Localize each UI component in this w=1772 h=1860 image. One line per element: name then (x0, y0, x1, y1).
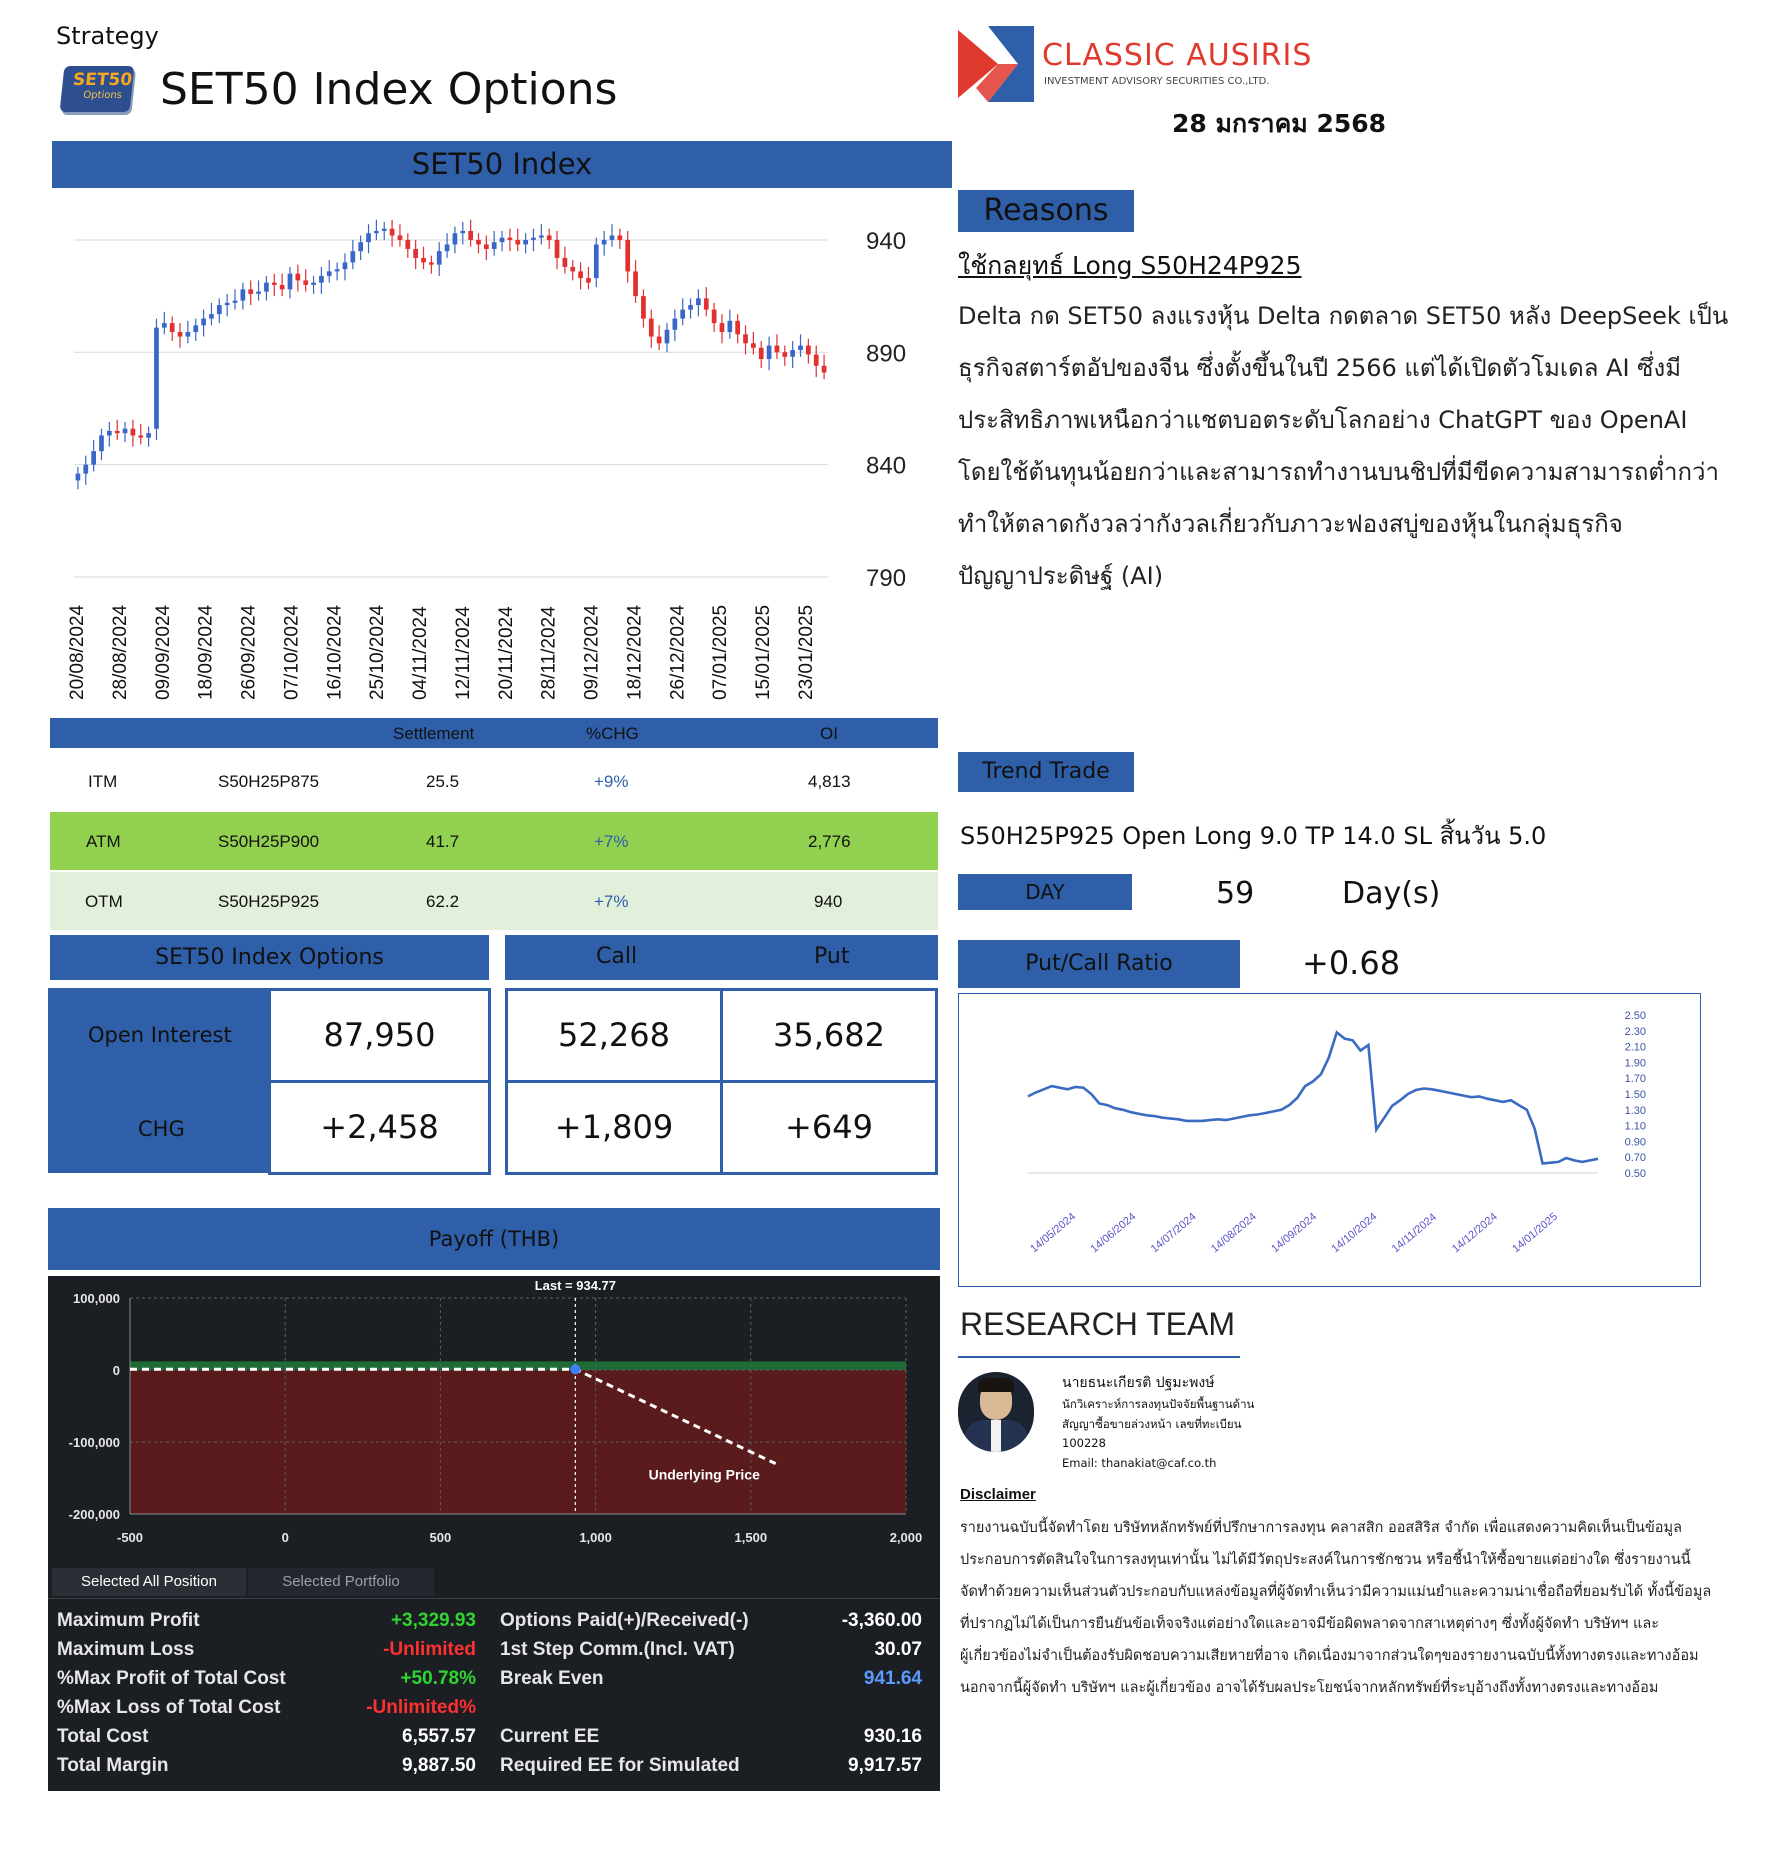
x-tick-label: 26/09/2024 (238, 604, 260, 700)
candle-body (641, 296, 646, 318)
candle-body (256, 292, 261, 294)
pcr-x-tick: 14/10/2024 (1329, 1210, 1380, 1256)
disclaimer-line: รายงานฉบับนี้จัดทำโดย บริษัทหลักทรัพย์ที่ปรึกษาการลงทุน คลาสสิก ออสสิริส จำกัด เพื่อแสดงความคิดเห็นเป็นข้อมูล (960, 1520, 1682, 1536)
candle-body (225, 303, 230, 305)
x-tick-label: 07/10/2024 (281, 604, 303, 700)
candle-body (688, 305, 693, 309)
stat-value: 30.07 (874, 1639, 922, 1660)
candle-body (327, 271, 332, 275)
candle-body (248, 289, 253, 293)
days-unit: Day(s) (1342, 876, 1441, 911)
trend-trade-header: Trend Trade (958, 752, 1134, 792)
x-tick-label: 04/11/2024 (410, 606, 432, 700)
oi-total-value: 87,950 (268, 988, 491, 1083)
x-tick-label: 09/09/2024 (152, 604, 174, 700)
oi-row-labels (48, 988, 270, 1173)
payoff-x-tick: 500 (429, 1530, 452, 1545)
candle-body (586, 278, 591, 282)
candle-body (720, 323, 725, 332)
stat-label: 1st Step Comm.(Incl. VAT) (500, 1639, 735, 1660)
payoff-x-tick: -500 (116, 1530, 144, 1545)
x-tick-label: 18/09/2024 (195, 604, 217, 700)
candle-body (751, 343, 756, 347)
open-interest-label: Open Interest (88, 1023, 232, 1047)
call-label: Call (596, 944, 638, 969)
candle-body (814, 355, 819, 366)
tab-selected-all-position[interactable]: Selected All Position (52, 1568, 246, 1596)
candle-body (610, 235, 615, 239)
candle-body (570, 267, 575, 271)
pcr-x-tick: 14/12/2024 (1449, 1210, 1500, 1256)
chg-label: CHG (138, 1117, 185, 1141)
row-chg: +7% (594, 892, 629, 911)
pcr-y-tick: 1.50 (1624, 1089, 1646, 1101)
research-title: RESEARCH TEAM (960, 1306, 1236, 1342)
pcr-x-tick: 14/01/2025 (1510, 1210, 1561, 1256)
row-settlement: 41.7 (426, 832, 460, 851)
candle-body (453, 233, 458, 244)
candle-body (413, 249, 418, 258)
candle-body (303, 280, 308, 284)
candle-body (311, 283, 316, 285)
stat-value: 941.64 (863, 1668, 922, 1689)
stat-value: 9,917.57 (848, 1755, 922, 1776)
candle-body (484, 244, 489, 248)
table-row (50, 812, 938, 870)
candle-body (272, 283, 277, 285)
candle-body (366, 233, 371, 242)
day-label: DAY (958, 874, 1132, 910)
y-tick-label: 790 (866, 565, 907, 592)
candle-body (806, 346, 811, 355)
stat-label: Break Even (500, 1668, 604, 1689)
disclaimer-title: Disclaimer (960, 1486, 1036, 1503)
col-oi: OI (820, 724, 838, 743)
stat-value: 9,887.50 (402, 1755, 476, 1776)
reason-line: ธุรกิจสตาร์ตอัปของจีน ซึ่งตั้งขึ้นในปี 2566 แต่ได้เปิดตัวโมเดล AI ซึ่งมี (958, 354, 1682, 382)
candle-body (476, 240, 481, 244)
candle-body (618, 235, 623, 239)
stat-value: -3,360.00 (841, 1610, 922, 1631)
x-tick-label: 16/10/2024 (324, 604, 346, 700)
x-tick-label: 28/11/2024 (538, 606, 560, 700)
stat-value: 6,557.57 (402, 1726, 476, 1747)
chg-call-value: +1,809 (505, 1080, 723, 1175)
candle-body (295, 274, 300, 281)
candle-body (288, 274, 293, 290)
candle-body (335, 269, 340, 271)
candle-body (382, 229, 387, 231)
table-row (50, 752, 938, 810)
candle-body (193, 325, 198, 332)
candle-body (680, 310, 685, 319)
trade-line: S50H25P925 Open Long 9.0 TP 14.0 SL สิ้นวัน 5.0 (960, 822, 1547, 850)
candle-body (704, 298, 709, 309)
pcr-y-tick: 2.50 (1624, 1010, 1646, 1022)
pcr-label: Put/Call Ratio (958, 940, 1240, 988)
candle-body (539, 235, 544, 237)
candle-body (625, 240, 630, 271)
reason-line: โดยใช้ต้นทุนน้อยกว่าและสามารถทำงานบนชิปที่มีขีดความสามารถต่ำกว่า (958, 458, 1719, 486)
days-value: 59 (1216, 876, 1255, 911)
candle-body (405, 240, 410, 249)
stat-label: Required EE for Simulated (500, 1755, 740, 1776)
candle-body (515, 240, 520, 244)
candle-body (107, 431, 112, 435)
strategy-label: Strategy (56, 22, 159, 50)
stat-label: Maximum Profit (57, 1610, 200, 1631)
row-series: S50H25P925 (218, 892, 320, 911)
candle-body (154, 328, 159, 429)
candle-body (343, 262, 348, 269)
disclaimer-line: นอกจากนี้ผู้จัดทำ บริษัทฯ และผู้เกี่ยวข้อง อาจได้รับผลประโยชน์จากหลักทรัพย์ที่ระบุอ้างถึงทั้งทางตรงและทางอ้อม (960, 1680, 1659, 1696)
candle-body (138, 435, 143, 437)
oi-summary-title: SET50 Index Options (50, 935, 489, 980)
stat-label: Options Paid(+)/Received(-) (500, 1610, 749, 1631)
candle-body (429, 262, 434, 264)
row-settlement: 62.2 (426, 892, 460, 911)
set50-index-header: SET50 Index (52, 141, 952, 188)
candle-body (602, 240, 607, 244)
candle-body (186, 332, 191, 336)
candle-body (657, 337, 662, 344)
col-chg: %CHG (586, 724, 639, 743)
candle-body (578, 271, 583, 278)
pcr-x-tick: 14/08/2024 (1208, 1210, 1259, 1256)
reasons-header: Reasons (958, 190, 1134, 232)
candle-body (563, 258, 568, 267)
pcr-x-tick: 14/07/2024 (1148, 1210, 1199, 1256)
analyst-role2: สัญญาซื้อขายล่วงหน้า เลขที่ทะเบียน (1062, 1417, 1242, 1431)
research-underline (958, 1356, 1240, 1358)
candle-body (735, 321, 740, 334)
last-price-label: Last = 934.77 (534, 1278, 617, 1293)
candle-body (146, 433, 151, 437)
pcr-x-tick: 14/09/2024 (1269, 1210, 1320, 1256)
candle-body (123, 429, 128, 433)
candle-body (350, 251, 355, 262)
payoff-x-tick: 1,000 (579, 1530, 612, 1545)
payoff-x-tick: 1,500 (734, 1530, 768, 1545)
candle-body (460, 231, 465, 233)
candle-body (555, 240, 560, 258)
pcr-y-tick: 0.70 (1624, 1152, 1646, 1165)
row-moneyness: OTM (85, 892, 123, 911)
reason-line: ประสิทธิภาพเหนือกว่าแชตบอตระดับโลกอย่าง ChatGPT ของ OpenAI (958, 406, 1688, 434)
candle-body (696, 298, 701, 305)
candle-body (508, 238, 513, 240)
analyst-reg-no: 100228 (1062, 1436, 1106, 1450)
payoff-header: Payoff (THB) (48, 1208, 940, 1270)
pcr-x-tick: 14/05/2024 (1028, 1210, 1079, 1256)
row-oi: 2,776 (808, 832, 851, 851)
analyst-role1: นักวิเคราะห์การลงทุนปัจจัยพื้นฐานด้าน (1062, 1397, 1255, 1411)
payoff-y-tick: -200,000 (68, 1507, 120, 1522)
candle-body (162, 323, 167, 327)
x-tick-label: 07/01/2025 (710, 604, 732, 700)
y-tick-label: 840 (866, 452, 907, 480)
company-name: CLASSIC AUSIRIS (1042, 38, 1313, 73)
candle-body (633, 271, 638, 296)
company-sub: INVESTMENT ADVISORY SECURITIES CO.,LTD. (1044, 76, 1270, 87)
candle-body (437, 251, 442, 264)
candle-body (468, 231, 473, 240)
candle-body (665, 330, 670, 343)
stat-value: +3,329.93 (390, 1610, 476, 1631)
payoff-x-tick: 0 (281, 1530, 289, 1545)
pcr-y-tick: 2.10 (1624, 1041, 1646, 1054)
call-put-header (505, 935, 938, 980)
disclaimer-line: ผู้เกี่ยวข้องไม่จำเป็นต้องรับผิดชอบความเสียหายที่อาจ เกิดเนื่องมาจากส่วนใดๆของรายงานฉบับนี้ทั้งทางตรงและทางอ้อม (960, 1648, 1699, 1664)
pcr-y-tick: 1.90 (1624, 1057, 1646, 1070)
candle-body (358, 242, 363, 251)
stat-label: %Max Loss of Total Cost (57, 1697, 281, 1718)
y-tick-label: 940 (866, 227, 907, 255)
candle-body (201, 319, 206, 326)
candle-body (264, 283, 269, 292)
row-oi: 4,813 (808, 772, 851, 791)
candle-body (743, 334, 748, 343)
stat-value: 930.16 (863, 1726, 922, 1747)
stat-value: +50.78% (400, 1668, 476, 1689)
pcr-value: +0.68 (1302, 944, 1401, 982)
pcr-line-chart (958, 993, 1701, 1287)
logo-text: SET50 (71, 70, 134, 90)
candle-body (798, 346, 803, 350)
pcr-x-tick: 14/11/2024 (1389, 1211, 1439, 1256)
x-tick-label: 15/01/2025 (753, 604, 775, 700)
row-chg: +7% (594, 832, 629, 851)
candle-body (209, 314, 214, 318)
reason-line: Delta กด SET50 ลงแรงหุ้น Delta กดตลาด SET50 หลัง DeepSeek เป็น (958, 302, 1729, 330)
payoff-chart (48, 1276, 940, 1556)
candle-body (421, 258, 426, 262)
x-tick-label: 20/08/2024 (67, 604, 88, 700)
x-tick-label: 26/12/2024 (667, 604, 689, 700)
candle-body (767, 346, 772, 359)
payoff-y-tick: -100,000 (68, 1435, 120, 1450)
pcr-y-tick: 1.10 (1624, 1120, 1646, 1133)
disclaimer-line: ที่ปรากฏไม่ได้เป็นการยืนยันข้อเท็จจริงแต่อย่างใดและอาจมีข้อผิดพลาดจากสาเหตุต่างๆ ซึ่งทั้งผู้จัดทำ บริษัทฯ และ (960, 1616, 1660, 1632)
candle-body (712, 310, 717, 323)
candle-body (445, 244, 450, 251)
candle-body (531, 238, 536, 240)
candle-body (217, 305, 222, 314)
payoff-y-tick: 100,000 (73, 1291, 120, 1306)
company-logo-icon (958, 26, 1034, 102)
disclaimer-line: ประกอบการตัดสินใจในการลงทุนเท่านั้น ไม่ได้มีวัตถุประสงค์ในการชักชวน หรือชี้นำให้ซื้อขายแต่อย่างใด ซึ่งรายงานนี้ (960, 1552, 1691, 1568)
candle-body (822, 366, 827, 373)
row-chg: +9% (594, 772, 629, 791)
row-series: S50H25P875 (218, 772, 320, 791)
reason-line: ปัญญาประดิษฐ์ (AI) (958, 562, 1164, 590)
put-label: Put (814, 944, 850, 969)
candle-body (241, 289, 246, 300)
oi-call-value: 52,268 (505, 988, 723, 1083)
tab-selected-portfolio[interactable]: Selected Portfolio (248, 1568, 434, 1596)
x-tick-label: 25/10/2024 (367, 604, 389, 700)
analyst-email[interactable]: Email: thanakiat@caf.co.th (1062, 1456, 1217, 1470)
stat-label: Maximum Loss (57, 1639, 195, 1660)
x-tick-label: 18/12/2024 (624, 604, 646, 700)
last-price-marker (570, 1364, 580, 1374)
logo-sub: Options (82, 90, 123, 101)
stat-label: Current EE (500, 1726, 600, 1747)
reason-line: ทำให้ตลาดกังวลว่ากังวลเกี่ยวกับภาวะฟองสบู่ของหุ้นในกลุ่มธุรกิจ (958, 510, 1623, 538)
candle-body (170, 323, 175, 332)
reasons-paragraph (958, 290, 1758, 602)
candle-body (233, 301, 238, 303)
strategy-line: ใช้กลยุทธ์ Long S50H24P925 (958, 251, 1302, 280)
pcr-y-tick: 0.50 (1624, 1168, 1646, 1180)
set50-candlestick-chart (40, 195, 930, 715)
candle-body (115, 431, 120, 433)
row-oi: 940 (814, 892, 843, 911)
set50-options-logo (60, 66, 135, 112)
candle-body (131, 429, 136, 436)
pcr-y-tick: 2.30 (1624, 1025, 1646, 1038)
candle-body (76, 474, 81, 481)
tab-divider (48, 1598, 940, 1599)
analyst-avatar (958, 1372, 1034, 1452)
candle-body (280, 285, 285, 289)
candle-body (649, 319, 654, 337)
candle-body (91, 451, 96, 464)
candle-body (759, 348, 764, 359)
row-moneyness: ATM (86, 832, 121, 851)
underlying-price-label: Underlying Price (648, 1466, 760, 1483)
row-series: S50H25P900 (218, 832, 320, 851)
chg-put-value: +649 (720, 1080, 938, 1175)
pcr-series-line (1028, 1032, 1598, 1163)
candle-body (319, 276, 324, 283)
pcr-y-tick: 0.90 (1624, 1136, 1646, 1149)
candle-body (790, 350, 795, 357)
candle-body (594, 244, 599, 278)
y-tick-label: 890 (866, 340, 907, 368)
page-title: SET50 Index Options (160, 64, 618, 115)
stat-label: %Max Profit of Total Cost (57, 1668, 286, 1689)
row-settlement: 25.5 (426, 772, 460, 791)
chg-total-value: +2,458 (268, 1080, 491, 1175)
row-moneyness: ITM (88, 772, 118, 791)
disclaimer-body (960, 1512, 1760, 1704)
options-table-header (50, 718, 938, 748)
candle-body (547, 235, 552, 239)
oi-put-value: 35,682 (720, 988, 938, 1083)
candle-body (500, 238, 505, 242)
candle-body (390, 229, 395, 236)
candle-body (374, 231, 379, 233)
x-tick-label: 20/11/2024 (495, 606, 517, 700)
disclaimer-line: จัดทำด้วยความเห็นส่วนตัวประกอบกับแหล่งข้อมูลที่ผู้จัดทำเห็นว่ามีความแม่นยำและความน่าเชื่อถือที่ยอมรับได้ ทั้งนี้ข้อมูล (960, 1584, 1712, 1600)
x-tick-label: 23/01/2025 (796, 604, 817, 700)
candle-body (672, 319, 677, 330)
report-date: 28 มกราคม 2568 (1172, 109, 1387, 138)
table-row (50, 872, 938, 930)
pcr-x-tick: 14/06/2024 (1088, 1210, 1139, 1256)
candle-body (99, 435, 104, 451)
candle-body (492, 242, 497, 249)
payoff-y-tick: 0 (112, 1363, 120, 1378)
candle-body (775, 346, 780, 353)
candle-body (523, 240, 528, 244)
x-tick-label: 12/11/2024 (452, 606, 474, 700)
stat-value: -Unlimited% (366, 1697, 476, 1718)
pcr-y-tick: 1.30 (1624, 1104, 1646, 1117)
candle-body (782, 352, 787, 356)
x-tick-label: 28/08/2024 (109, 604, 131, 700)
stat-label: Total Cost (57, 1726, 149, 1747)
candle-body (178, 332, 183, 336)
x-tick-label: 09/12/2024 (581, 604, 603, 700)
candle-body (727, 321, 732, 332)
col-settlement: Settlement (393, 724, 475, 743)
pcr-y-tick: 1.70 (1624, 1073, 1646, 1086)
analyst-name: นายธนะเกียรติ ปฐมะพงษ์ (1062, 1375, 1215, 1391)
payoff-x-tick: 2,000 (889, 1530, 923, 1545)
stat-label: Total Margin (57, 1755, 169, 1776)
stat-value: -Unlimited (383, 1639, 476, 1660)
candle-body (398, 235, 403, 239)
candle-body (83, 465, 88, 474)
